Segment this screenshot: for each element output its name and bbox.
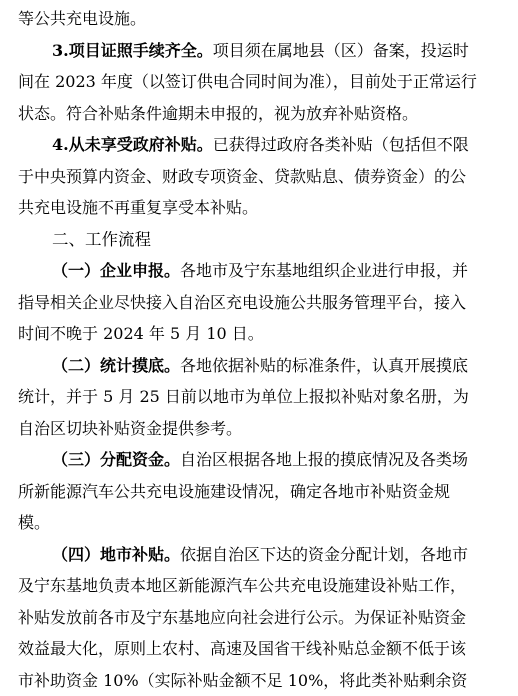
paragraph-text: 各地依据补贴的标准条件，认真开展摸底 bbox=[180, 356, 468, 375]
paragraph-lead: 3.项目证照手续齐全。 bbox=[52, 41, 213, 60]
paragraph-text: 自治区根据各地上报的摸底情况及各类场 bbox=[180, 450, 468, 469]
text-line bbox=[18, 602, 510, 634]
text-line bbox=[18, 129, 510, 161]
section-heading-text: 二、工作流程 bbox=[52, 230, 151, 249]
text-line bbox=[18, 350, 510, 382]
section-heading bbox=[18, 224, 510, 256]
paragraph-text: 自治区切块补贴资金提供参考。 bbox=[18, 419, 242, 438]
text-line bbox=[18, 539, 510, 571]
paragraph-lead: 4.从未享受政府补贴。 bbox=[52, 135, 213, 154]
text-line bbox=[18, 665, 510, 696]
paragraph-text: 状态。符合补贴条件逾期未申报的，视为放弃补贴资格。 bbox=[18, 104, 418, 123]
text-line bbox=[18, 507, 510, 539]
paragraph-text: 等公共充电设施。 bbox=[18, 9, 146, 28]
paragraph-text: 依据自治区下达的资金分配计划，各地市 bbox=[180, 545, 468, 564]
paragraph-text: 效益最大化，原则上农村、高速及国省干线补贴总金额不低于该 bbox=[18, 639, 466, 658]
text-line bbox=[18, 161, 510, 193]
paragraph-text: 指导相关企业尽快接入自治区充电设施公共服务管理平台，接入 bbox=[18, 293, 466, 312]
text-line bbox=[18, 413, 510, 445]
text-line bbox=[18, 476, 510, 508]
text-line bbox=[18, 444, 510, 476]
text-line bbox=[18, 633, 510, 665]
text-line bbox=[18, 192, 510, 224]
paragraph-text: 市补助资金 10%（实际补贴金额不足 10%，将此类补贴剩余资 bbox=[18, 671, 467, 690]
paragraph-text: 共充电设施不再重复享受本补贴。 bbox=[18, 198, 258, 217]
paragraph-text: 补贴发放前各市及宁东基地应向社会进行公示。为保证补贴资金 bbox=[18, 608, 466, 627]
paragraph-text: 模。 bbox=[18, 513, 50, 532]
text-line bbox=[18, 255, 510, 287]
paragraph-text: 已获得过政府各类补贴（包括但不限 bbox=[213, 135, 469, 154]
paragraph-text: 及宁东基地负责本地区新能源汽车公共充电设施建设补贴工作， bbox=[18, 576, 466, 595]
text-line bbox=[18, 381, 510, 413]
paragraph-text: 于中央预算内资金、财政专项资金、贷款贴息、债券资金）的公 bbox=[18, 167, 466, 186]
paragraph-lead: （二）统计摸底。 bbox=[52, 356, 180, 375]
text-line bbox=[18, 318, 510, 350]
paragraph-text: 间在 2023 年度（以签订供电合同时间为准），目前处于正常运行 bbox=[18, 72, 477, 91]
paragraph-lead: （四）地市补贴。 bbox=[52, 545, 180, 564]
paragraph-lead: （三）分配资金。 bbox=[52, 450, 180, 469]
paragraph-text: 各地市及宁东基地组织企业进行申报，并 bbox=[180, 261, 468, 280]
text-line bbox=[18, 570, 510, 602]
paragraph-text: 项目须在属地县（区）备案，投运时 bbox=[213, 41, 469, 60]
text-line bbox=[18, 287, 510, 319]
paragraph-lead: （一）企业申报。 bbox=[52, 261, 180, 280]
text-line bbox=[18, 98, 510, 130]
text-line bbox=[18, 66, 510, 98]
paragraph-text: 时间不晚于 2024 年 5 月 10 日。 bbox=[18, 324, 264, 343]
paragraph-text: 统计，并于 5 月 25 日前以地市为单位上报拟补贴对象名册，为 bbox=[18, 387, 469, 406]
text-line bbox=[18, 35, 510, 67]
paragraph-text: 所新能源汽车公共充电设施建设情况，确定各地市补贴资金规 bbox=[18, 482, 450, 501]
text-line bbox=[18, 3, 510, 35]
